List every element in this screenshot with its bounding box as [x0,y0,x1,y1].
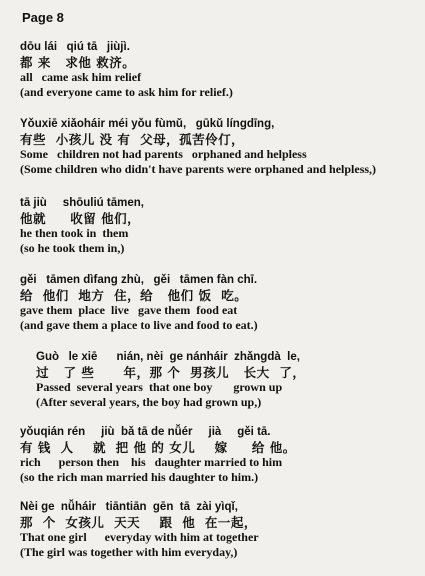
pinyin-line: gěi tāmen dìfang zhù, gěi tāmen fàn chī. [20,274,258,286]
translation-line: (Some children who didn't have parents were orphaned and helpless,) [20,162,377,176]
pinyin-line: yǒuqián rén jiù bǎ tā de nǚér jià gěi tā. [20,426,271,438]
gloss-line: he then took in them [20,226,129,240]
sentence-block-3 [20,196,420,256]
sentence-block-6 [20,425,420,485]
sentence-block-2 [20,117,420,177]
hanzi-line: 那 个 女孩儿 天天 跟 他 在一起， [20,515,257,530]
hanzi-line: 都 来 求他 救济。 [20,55,136,70]
hanzi-line: 有些 小孩儿 没 有 父母，孤苦伶仃， [20,132,245,147]
translation-line: (The girl was together with him everyday,) [20,545,238,559]
pinyin-line: tā jiù shōuliú tāmen, [20,197,144,209]
translation-line: (so he took them in,) [20,241,125,255]
translation-line: (After several years, the boy had grown up,) [36,395,262,409]
gloss-line: all came ask him relief [20,70,142,84]
hanzi-line: 过 了 些 年，那 个 男孩儿 长大 了， [36,365,306,380]
gloss-line: gave them place live gave them food eat [20,303,238,317]
sentence-block-1 [20,40,420,100]
hanzi-line: 他就 收留 他们， [20,211,141,226]
sentence-block-7 [20,500,420,560]
pinyin-line: Guò le xiē nián, nèi ge nánháir zhǎngdà le, [36,351,300,363]
gloss-line: That one girl everyday with him at together [20,530,259,544]
page-number: Page 8 [22,10,64,25]
pinyin-line: Nèi ge nǚháir tiāntiān gēn tā zài yìqǐ, [20,501,238,513]
pinyin-line: Yǒuxiē xiǎoháir méi yǒu fùmǔ, gūkǔ língdīng, [20,118,275,130]
sentence-block-5 [36,350,425,410]
pinyin-line: dōu lái qiú tā jiùjì. [20,41,130,53]
sentence-block-4 [20,273,420,333]
hanzi-line: 有 钱 人 就 把 他 的 女儿 嫁 给 他。 [20,440,296,455]
hanzi-line: 给 他们 地方 住，给 他们 饭 吃。 [20,288,248,303]
translation-line: (and gave them a place to live and food to eat.) [20,318,258,332]
gloss-line: Passed several years that one boy grown up [36,380,283,394]
gloss-line: rich person then his daughter married to him [20,455,283,469]
translation-line: (so the rich man married his daughter to him.) [20,470,259,484]
translation-line: (and everyone came to ask him for relief.) [20,85,233,99]
gloss-line: Some children not had parents orphaned and helpless [20,147,307,161]
